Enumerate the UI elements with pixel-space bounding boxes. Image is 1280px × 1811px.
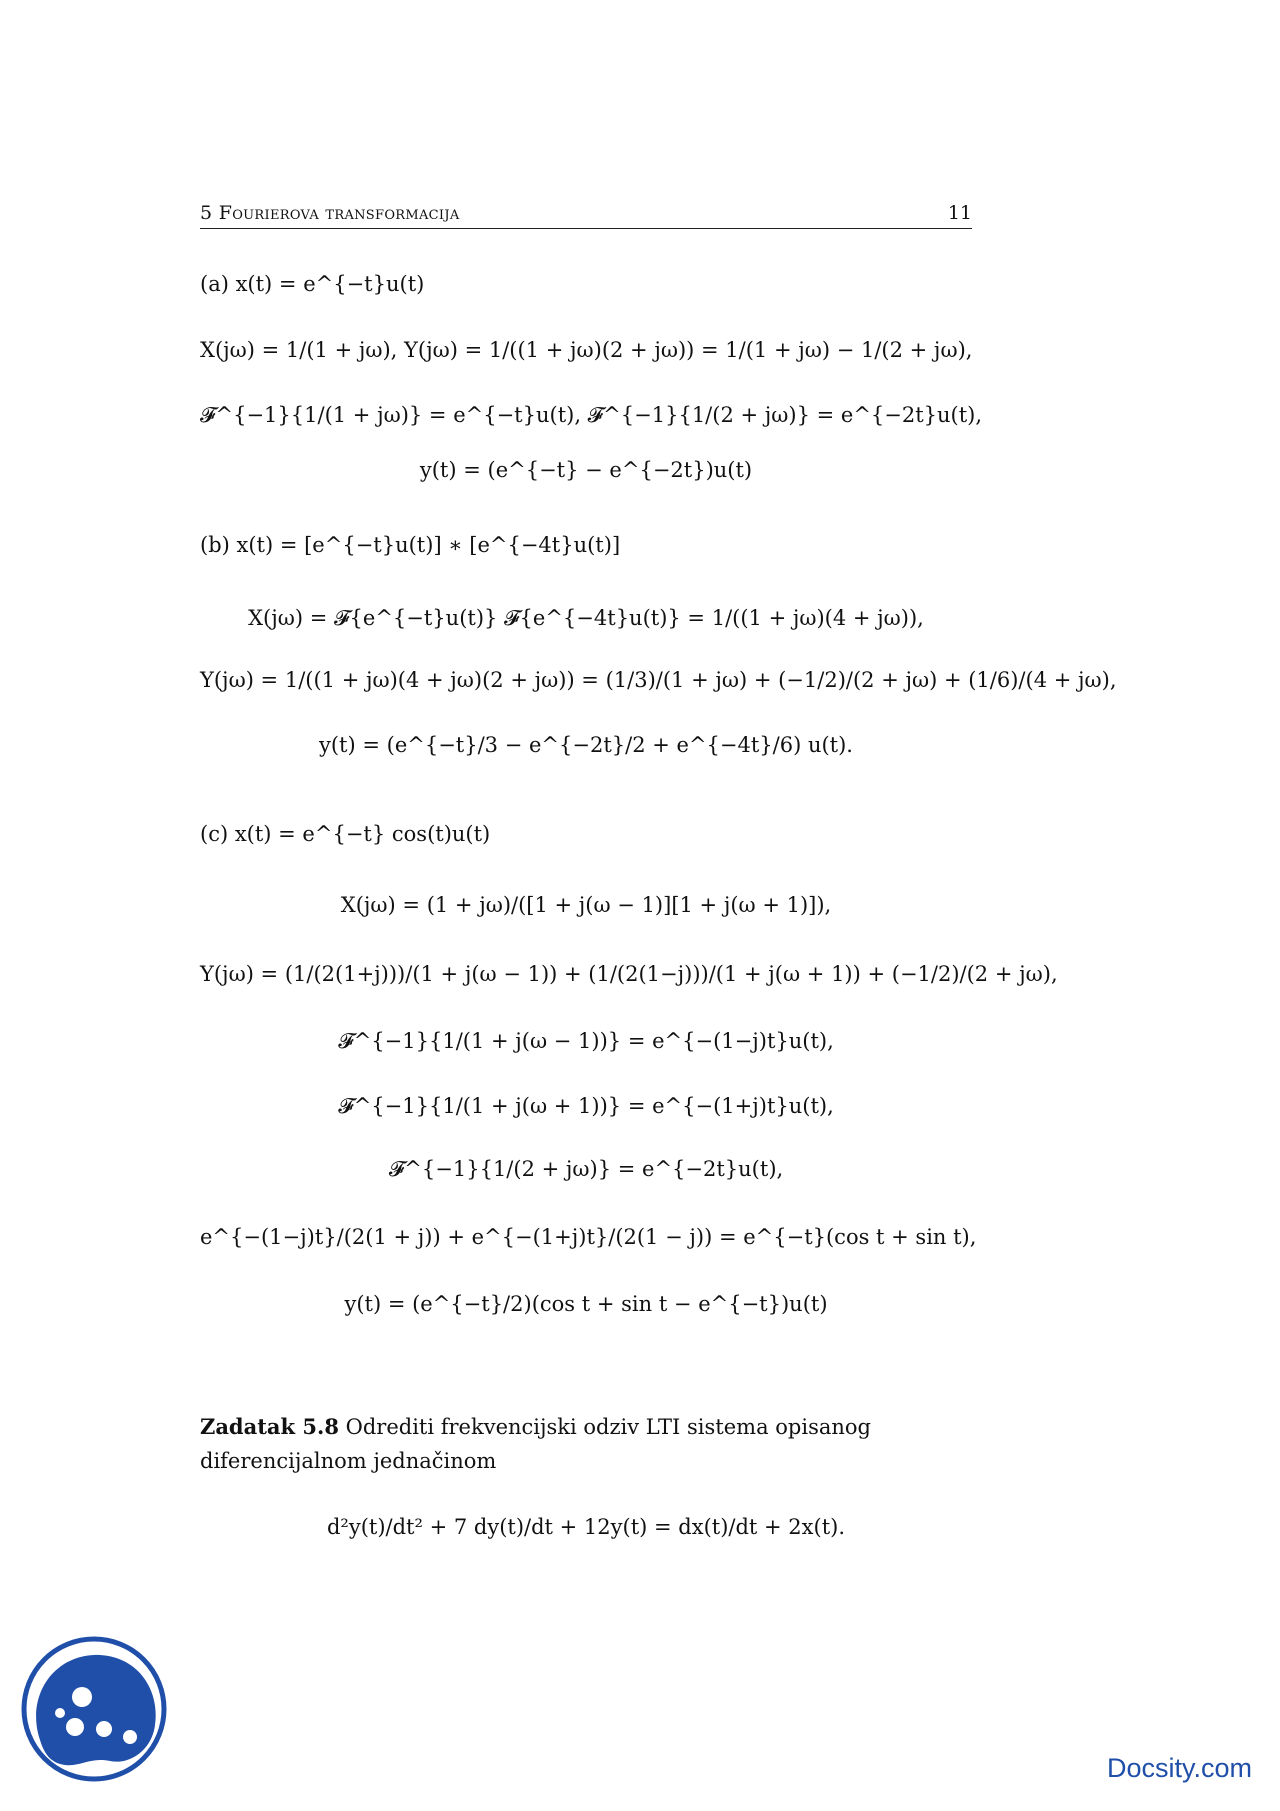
part-c-label: (c) x(t) = e^{−t} cos(t)u(t) xyxy=(200,822,491,846)
task-paragraph xyxy=(200,1410,972,1478)
docsity-logo-icon xyxy=(20,1635,168,1783)
part-a-equation-3: y(t) = (e^{−t} − e^{−2t})u(t) xyxy=(419,458,753,482)
task-equation: d²y(t)/dt² + 7 dy(t)/dt + 12y(t) = dx(t)/dt + 2x(t). xyxy=(326,1515,846,1539)
part-b-equation-3: y(t) = (e^{−t}/3 − e^{−2t}/2 + e^{−4t}/6) u(t). xyxy=(319,733,853,757)
docsity-logo xyxy=(20,1635,168,1787)
part-a-label: (a) x(t) = e^{−t}u(t) xyxy=(200,272,425,296)
part-c-equation-4: 𝓕^{−1}{1/(1 + j(ω + 1))} = e^{−(1+j)t}u(t), xyxy=(338,1094,834,1118)
part-c-equation-1: X(jω) = (1 + jω)/([1 + j(ω − 1)][1 + j(ω + 1)]), xyxy=(340,893,832,917)
part-b-equation-2: Y(jω) = 1/((1 + jω)(4 + jω)(2 + jω)) = (1/3)/(1 + jω) + (−1/2)/(2 + jω) + (1/6)/(4 + jω), xyxy=(200,668,1117,692)
part-c-equation-7: y(t) = (e^{−t}/2)(cos t + sin t − e^{−t})u(t) xyxy=(344,1292,828,1316)
part-b-equation-1: X(jω) = 𝓕{e^{−t}u(t)} 𝓕{e^{−4t}u(t)} = 1/((1 + jω)(4 + jω)), xyxy=(248,606,924,630)
task-text: Odrediti frekvencijski odziv LTI sistema opisanog diferencijalnom jednačinom xyxy=(200,1415,871,1473)
docsity-brand-text: Docsity.com xyxy=(1106,1753,1252,1783)
part-a-equation-2: 𝓕^{−1}{1/(1 + jω)} = e^{−t}u(t), 𝓕^{−1}{1/(2 + jω)} = e^{−2t}u(t), xyxy=(200,403,983,427)
page-number: 11 xyxy=(947,202,972,224)
part-c-equation-6: e^{−(1−j)t}/(2(1 + j)) + e^{−(1+j)t}/(2(1 − j)) = e^{−t}(cos t + sin t), xyxy=(200,1225,977,1249)
running-header xyxy=(200,202,972,229)
chapter-title: 5 Fourierova transformacija xyxy=(200,202,460,224)
task-title: Zadatak 5.8 xyxy=(200,1414,339,1439)
part-c-equation-3: 𝓕^{−1}{1/(1 + j(ω − 1))} = e^{−(1−j)t}u(t), xyxy=(338,1029,834,1053)
part-a-equation-1: X(jω) = 1/(1 + jω), Y(jω) = 1/((1 + jω)(2 + jω)) = 1/(1 + jω) − 1/(2 + jω), xyxy=(200,338,973,362)
part-c-equation-5: 𝓕^{−1}{1/(2 + jω)} = e^{−2t}u(t), xyxy=(388,1157,784,1181)
part-c-equation-2: Y(jω) = (1/(2(1+j)))/(1 + j(ω − 1)) + (1/(2(1−j)))/(1 + j(ω + 1)) + (−1/2)/(2 + jω), xyxy=(200,962,1058,986)
part-b-label: (b) x(t) = [e^{−t}u(t)] ∗ [e^{−4t}u(t)] xyxy=(200,533,621,557)
